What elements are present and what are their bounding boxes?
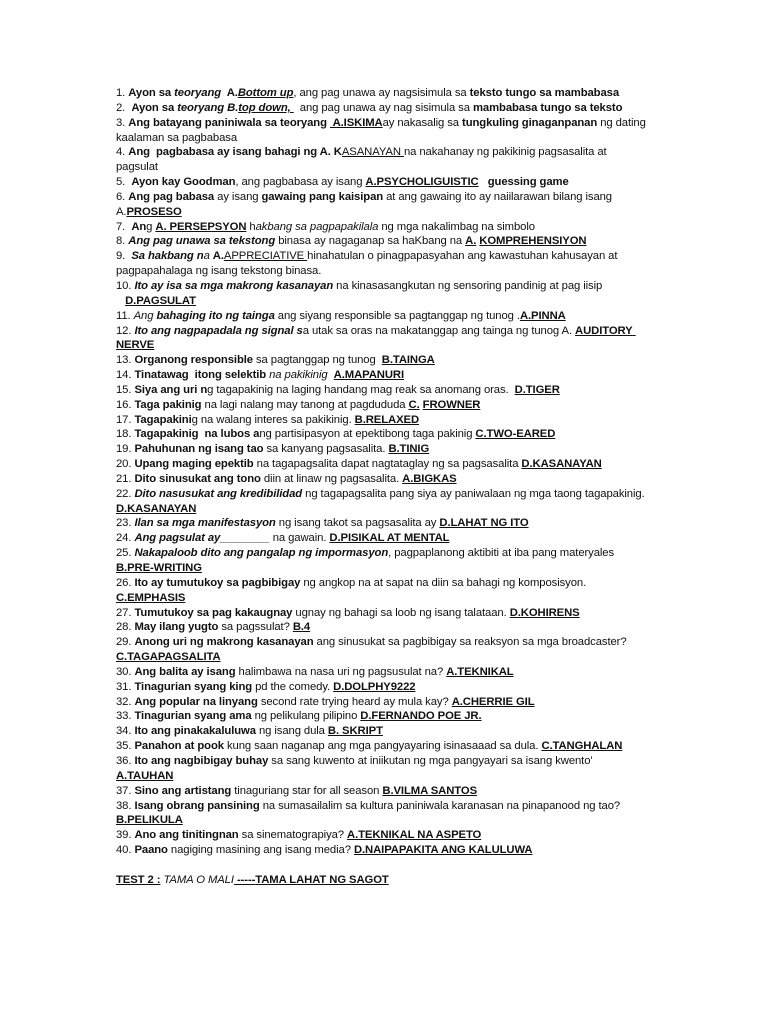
text-segment: A.: [465, 235, 477, 248]
question-item: [116, 279, 646, 294]
text-segment: A.BIGKAS: [402, 472, 457, 485]
question-item: [116, 398, 646, 413]
text-segment: Organong responsible: [134, 354, 253, 367]
text-segment: , ang pag unawa ay nagsisimula sa: [293, 87, 470, 99]
text-segment: ang pag unawa ay nag sisimula sa: [293, 101, 473, 114]
text-segment: D.DOLPHY9222: [333, 680, 416, 693]
text-segment: C.: [408, 398, 420, 411]
text-segment: 24.: [116, 532, 135, 545]
text-segment: Ang batayang paniniwala sa teoryang: [128, 116, 330, 129]
text-segment: B.4: [292, 621, 311, 634]
text-segment: 2.: [116, 101, 132, 114]
text-segment: B.PELIKULA: [116, 814, 183, 827]
text-segment: Ang pag unawa sa tekstong: [128, 235, 276, 248]
text-segment: guessing game: [487, 176, 569, 189]
text-segment: ng mga nakalimbag na simbolo: [378, 220, 535, 233]
question-item: [116, 220, 646, 235]
question-item: [116, 724, 646, 739]
text-segment: 34.: [116, 725, 135, 738]
text-segment: second rate trying heard ay mula kay?: [257, 695, 452, 708]
question-item: [116, 101, 646, 116]
text-segment: 25.: [116, 547, 135, 560]
text-segment: Ang pagbabasa ay isang bahagi ng A. K: [128, 146, 342, 159]
text-segment: ng pelikulang pilipino: [251, 710, 361, 723]
text-segment: 33.: [116, 710, 135, 723]
text-segment: Sa hakbang n: [131, 250, 204, 263]
text-segment: D.TIGER: [514, 383, 560, 396]
text-segment: g na walang interes sa pakikinig.: [191, 413, 355, 426]
text-segment: Ito ang nagpapadala ng signal s: [134, 324, 303, 337]
text-segment: FROWNER: [422, 398, 481, 411]
question-item: [116, 190, 646, 220]
question-item: [116, 680, 646, 695]
text-segment: tinaguriang star for all season: [231, 784, 383, 797]
text-segment: 26.: [116, 576, 135, 589]
text-segment: D.PISIKAL AT MENTAL: [329, 532, 450, 545]
answer-key-list: [116, 86, 649, 858]
text-segment: D.PAGSULAT: [125, 294, 196, 307]
text-segment: D.NAIPAPAKITA ANG KALULUWA: [353, 844, 533, 857]
question-item: [116, 799, 646, 829]
text-segment: 16.: [116, 398, 135, 411]
text-segment: Tinatawag itong selektib: [134, 369, 267, 382]
text-segment: ng isang takot sa pagsasalita ay: [275, 517, 440, 530]
text-segment: Tinagurian syang ama: [134, 710, 252, 723]
text-segment: ng angkop na at sapat na diin sa bahagi ng komposisyon.: [300, 576, 590, 589]
text-segment: 9.: [116, 250, 132, 263]
text-segment: 20.: [116, 458, 135, 471]
question-item: [116, 442, 646, 457]
text-segment: A.PINNA: [519, 309, 566, 322]
text-segment: D.KOHIRENS: [509, 606, 580, 619]
text-segment: akbang sa pagpapakilala: [255, 220, 379, 233]
text-segment: Tumutukoy sa pag kakaugnay: [134, 606, 293, 619]
text-segment: ay nakasalig sa: [382, 116, 463, 129]
text-segment: halimbawa na nasa uri ng pagsusulat na?: [235, 665, 447, 678]
text-segment: AUDITORY NERVE: [116, 324, 636, 352]
question-item: [116, 472, 646, 487]
text-segment: 12.: [116, 324, 135, 337]
text-segment: ang sinusukat sa pagbibigay sa reaksyon sa mga broadcaster?: [313, 636, 630, 649]
text-segment: mambabasa tungo sa teksto: [472, 101, 623, 114]
text-segment: 10.: [116, 279, 135, 292]
text-segment: g tagapakinig na laging handang mag reak sa anomang oras.: [207, 383, 515, 396]
question-item: [116, 665, 646, 680]
text-segment: nagiging masining ang isang media?: [167, 844, 354, 857]
text-segment: PROSESO: [126, 205, 182, 218]
question-item: [116, 620, 646, 635]
text-segment: 3.: [116, 116, 129, 129]
text-segment: [116, 295, 125, 307]
text-segment: tungkuling ginaganpanan: [462, 116, 598, 129]
text-segment: 37.: [116, 784, 135, 797]
text-segment: hinahatulan o pinagpapasyahan ang kawastuhan kahusayan at pagpapahalaga ng isang tekstong binasa.: [116, 250, 621, 278]
text-segment: ng tagapagsalita pang siya ay paniwalaan ng mga taong tagapakinig.: [302, 487, 648, 500]
question-item: [116, 249, 646, 279]
text-segment: a: [203, 250, 213, 263]
text-segment: 29.: [116, 636, 135, 649]
text-segment: 17.: [116, 413, 135, 426]
text-segment: Ang balita ay isang: [134, 665, 236, 678]
text-segment: Dito nasusukat ang kredibilidad: [134, 487, 303, 500]
text-segment: KOMPREHENSIYON: [479, 235, 587, 248]
text-segment: sa sinematograpiya?: [238, 829, 348, 842]
text-segment: Ang pagsulat ay________: [134, 532, 270, 545]
text-segment: Panahon at pook: [134, 740, 224, 753]
text-segment: 8.: [116, 235, 129, 248]
question-item: [116, 116, 649, 146]
text-segment: , ang pagbabasa ay isang: [235, 176, 366, 189]
text-segment: Ang popular na linyang: [134, 695, 258, 708]
text-segment: B.VILMA SANTOS: [382, 784, 478, 797]
text-segment: Bottom up: [237, 87, 294, 99]
text-segment: APPRECIATIVE: [223, 250, 308, 263]
text-segment: teoryang: [174, 87, 225, 99]
text-segment: ay isang: [214, 190, 262, 203]
text-segment: a utak sa oras na makatanggap ang tainga ng tunog A.: [302, 324, 576, 337]
test-2-heading: [116, 873, 646, 888]
text-segment: A.TEKNIKAL: [446, 665, 514, 678]
text-segment: Ito ay tumutukoy sa pagbibigay: [134, 576, 301, 589]
question-item: [116, 353, 646, 368]
text-segment: 11.: [116, 309, 134, 322]
question-item: [116, 635, 646, 665]
text-segment: A.TAUHAN: [116, 769, 174, 782]
text-segment: 22.: [116, 487, 135, 500]
question-item: [116, 739, 646, 754]
question-item: [116, 294, 646, 309]
text-segment: A.TEKNIKAL NA ASPETO: [347, 829, 482, 842]
text-segment: Nakapaloob dito ang pangalap ng impormasyon: [134, 547, 389, 560]
text-segment: B.TAINGA: [381, 354, 435, 367]
text-segment: A. PERSEPSYON: [155, 220, 247, 233]
text-segment: C.TANGHALAN: [541, 740, 623, 753]
text-segment: 32.: [116, 695, 135, 708]
text-segment: Ito ay isa sa mga makrong kasanayan: [134, 279, 334, 292]
text-segment: bahaging ito ng tainga: [156, 309, 275, 322]
text-segment: -----: [233, 873, 256, 886]
question-item: [116, 383, 646, 398]
text-segment: , pagpaplanong aktibiti at iba pang materyales: [388, 547, 618, 560]
question-item: [116, 234, 646, 249]
question-item: [116, 784, 646, 799]
text-segment: B.RELAXED: [354, 413, 420, 426]
text-segment: Ang: [133, 309, 157, 322]
text-segment: na gawain.: [269, 532, 330, 545]
text-segment: 31.: [116, 680, 135, 693]
question-item: [116, 145, 646, 175]
question-item: [116, 546, 646, 576]
text-segment: na kinasasangkutan ng sensoring pandinig at pag iisip: [333, 279, 603, 292]
text-segment: 40.: [116, 844, 135, 857]
text-segment: na pakikinig: [269, 369, 328, 382]
text-segment: D.KASANAYAN: [116, 502, 197, 515]
text-segment: na sumasailalim sa kultura paniniwala karanasan na pinapanood ng tao?: [259, 799, 624, 812]
text-segment: Dito sinusukat ang tono: [134, 472, 261, 485]
text-segment: at ang gawaing ito ay naiilarawan bilang isang A.: [116, 190, 615, 218]
text-segment: TAMA O MALI: [163, 873, 234, 886]
question-item: [116, 606, 646, 621]
text-segment: binasa ay nagaganap sa haKbang na: [275, 235, 466, 248]
text-segment: D.FERNANDO POE JR.: [360, 710, 482, 723]
text-segment: Anong uri ng makrong kasanayan: [134, 636, 314, 649]
question-item: [116, 828, 646, 843]
text-segment: Tagapakini: [134, 413, 192, 426]
text-segment: 39.: [116, 829, 135, 842]
text-segment: 21.: [116, 472, 135, 485]
text-segment: ugnay ng bahagi sa loob ng isang talataan.: [292, 606, 510, 619]
text-segment: Ayon sa: [131, 101, 178, 114]
text-segment: na tagapagsalita dapat nagtataglay ng sa pagsasalita: [253, 458, 522, 471]
text-segment: C.TAGAPAGSALITA: [116, 651, 221, 664]
text-segment: 1.: [116, 87, 129, 99]
text-segment: May ilang yugto: [134, 621, 219, 634]
text-segment: 13.: [116, 354, 135, 367]
text-segment: h: [246, 220, 256, 233]
document-page: [116, 86, 649, 888]
text-segment: Paano: [134, 844, 168, 857]
text-segment: A.: [212, 250, 224, 263]
text-segment: 27.: [116, 606, 135, 619]
text-segment: 7.: [116, 220, 132, 233]
text-segment: An: [131, 220, 147, 233]
text-segment: 5.: [116, 176, 132, 189]
text-segment: na lagi nalang may tanong at pagdududa: [201, 398, 409, 411]
text-segment: TEST 2 :: [116, 873, 161, 886]
text-segment: Ano ang tinitingnan: [134, 829, 239, 842]
text-segment: 36.: [116, 754, 135, 767]
text-segment: 14.: [116, 369, 135, 382]
text-segment: sa pagtanggap ng tunog: [252, 354, 382, 367]
text-segment: 28.: [116, 621, 135, 634]
question-item: [116, 487, 646, 517]
question-item: [116, 531, 646, 546]
text-segment: 18.: [116, 428, 135, 441]
text-segment: sa kanyang pagsasalita.: [263, 443, 389, 456]
question-item: [116, 413, 646, 428]
text-segment: 19.: [116, 443, 135, 456]
text-segment: 35.: [116, 740, 135, 753]
question-item: [116, 754, 646, 784]
text-segment: B.TINIG: [388, 443, 430, 456]
text-segment: Ayon sa: [128, 87, 175, 99]
text-segment: 23.: [116, 517, 135, 530]
text-segment: pd the comedy.: [252, 680, 334, 693]
text-segment: B.PRE-WRITING: [116, 562, 202, 574]
text-segment: kung saan naganap ang mga pangyayaring isinasaaad sa dula.: [223, 740, 542, 753]
text-segment: A.CHERRIE GIL: [451, 695, 535, 708]
text-segment: A.PSYCHOLIGUISTIC: [365, 176, 479, 189]
text-segment: Siya ang uri n: [134, 383, 208, 396]
text-segment: A.: [224, 87, 238, 99]
text-segment: Pahuhunan ng isang tao: [134, 443, 264, 456]
text-segment: TAMA LAHAT NG SAGOT: [255, 873, 389, 886]
question-item: [116, 695, 646, 710]
text-segment: gawaing pang kaisipan: [261, 190, 384, 203]
question-item: [116, 309, 646, 324]
text-segment: sa pagssulat?: [218, 621, 293, 634]
text-segment: D.LAHAT NG ITO: [439, 517, 529, 530]
text-segment: Tagapakinig na lubos a: [134, 428, 260, 441]
text-segment: 38.: [116, 799, 135, 812]
text-segment: Ilan sa mga manifestasyon: [134, 517, 276, 530]
text-segment: sa sang kuwento at iniikutan ng mga pangyayari sa isang kwento': [268, 754, 596, 767]
text-segment: C.EMPHASIS: [116, 591, 186, 604]
text-segment: ng dating kaalaman sa pagbabasa: [116, 116, 649, 144]
text-segment: D.KASANAYAN: [521, 458, 602, 471]
text-segment: top down,: [238, 101, 294, 114]
text-segment: [479, 176, 488, 188]
text-segment: teoryang B.: [177, 101, 239, 114]
text-segment: 6.: [116, 190, 129, 203]
text-segment: Ang pag babasa: [128, 190, 215, 203]
question-item: [116, 843, 646, 858]
text-segment: Taga pakinig: [134, 398, 202, 411]
question-item: [116, 427, 646, 442]
text-segment: Isang obrang pansining: [134, 799, 260, 812]
text-segment: 4.: [116, 146, 129, 159]
text-segment: A.MAPANURI: [333, 369, 405, 382]
text-segment: Ito ang nagbibigay buhay: [134, 754, 269, 767]
question-item: [116, 516, 646, 531]
text-segment: Ayon kay Goodman: [131, 176, 236, 189]
question-item: [116, 368, 646, 383]
text-segment: g: [146, 220, 156, 233]
text-segment: diin at linaw ng pagsasalita.: [260, 472, 403, 485]
question-item: [116, 175, 646, 190]
text-segment: Ito ang pinakakaluluwa: [134, 725, 256, 738]
text-segment: na nakahanay ng pakikinig pagsasalita at pagsulat: [116, 146, 610, 174]
question-item: [116, 576, 646, 606]
text-segment: Upang maging epektib: [134, 458, 254, 471]
text-segment: ang siyang responsible sa pagtanggap ng tunog .: [274, 309, 520, 322]
text-segment: A.ISKIMA: [329, 116, 383, 129]
text-segment: 15.: [116, 383, 135, 396]
text-segment: ng partisipasyon at epektibong taga pakinig: [259, 428, 476, 441]
question-item: [116, 709, 646, 724]
text-segment: Sino ang artistang: [134, 784, 232, 797]
text-segment: Tinagurian syang king: [134, 680, 253, 693]
text-segment: ng isang dula: [255, 725, 328, 738]
text-segment: 30.: [116, 665, 135, 678]
text-segment: teksto tungo sa mambabasa: [469, 87, 620, 99]
text-segment: ASANAYAN: [341, 146, 404, 159]
text-segment: C.TWO-EARED: [475, 428, 556, 441]
question-item: [116, 324, 646, 354]
question-item: [116, 457, 646, 472]
text-segment: B. SKRIPT: [327, 725, 383, 738]
question-item: [116, 86, 646, 101]
